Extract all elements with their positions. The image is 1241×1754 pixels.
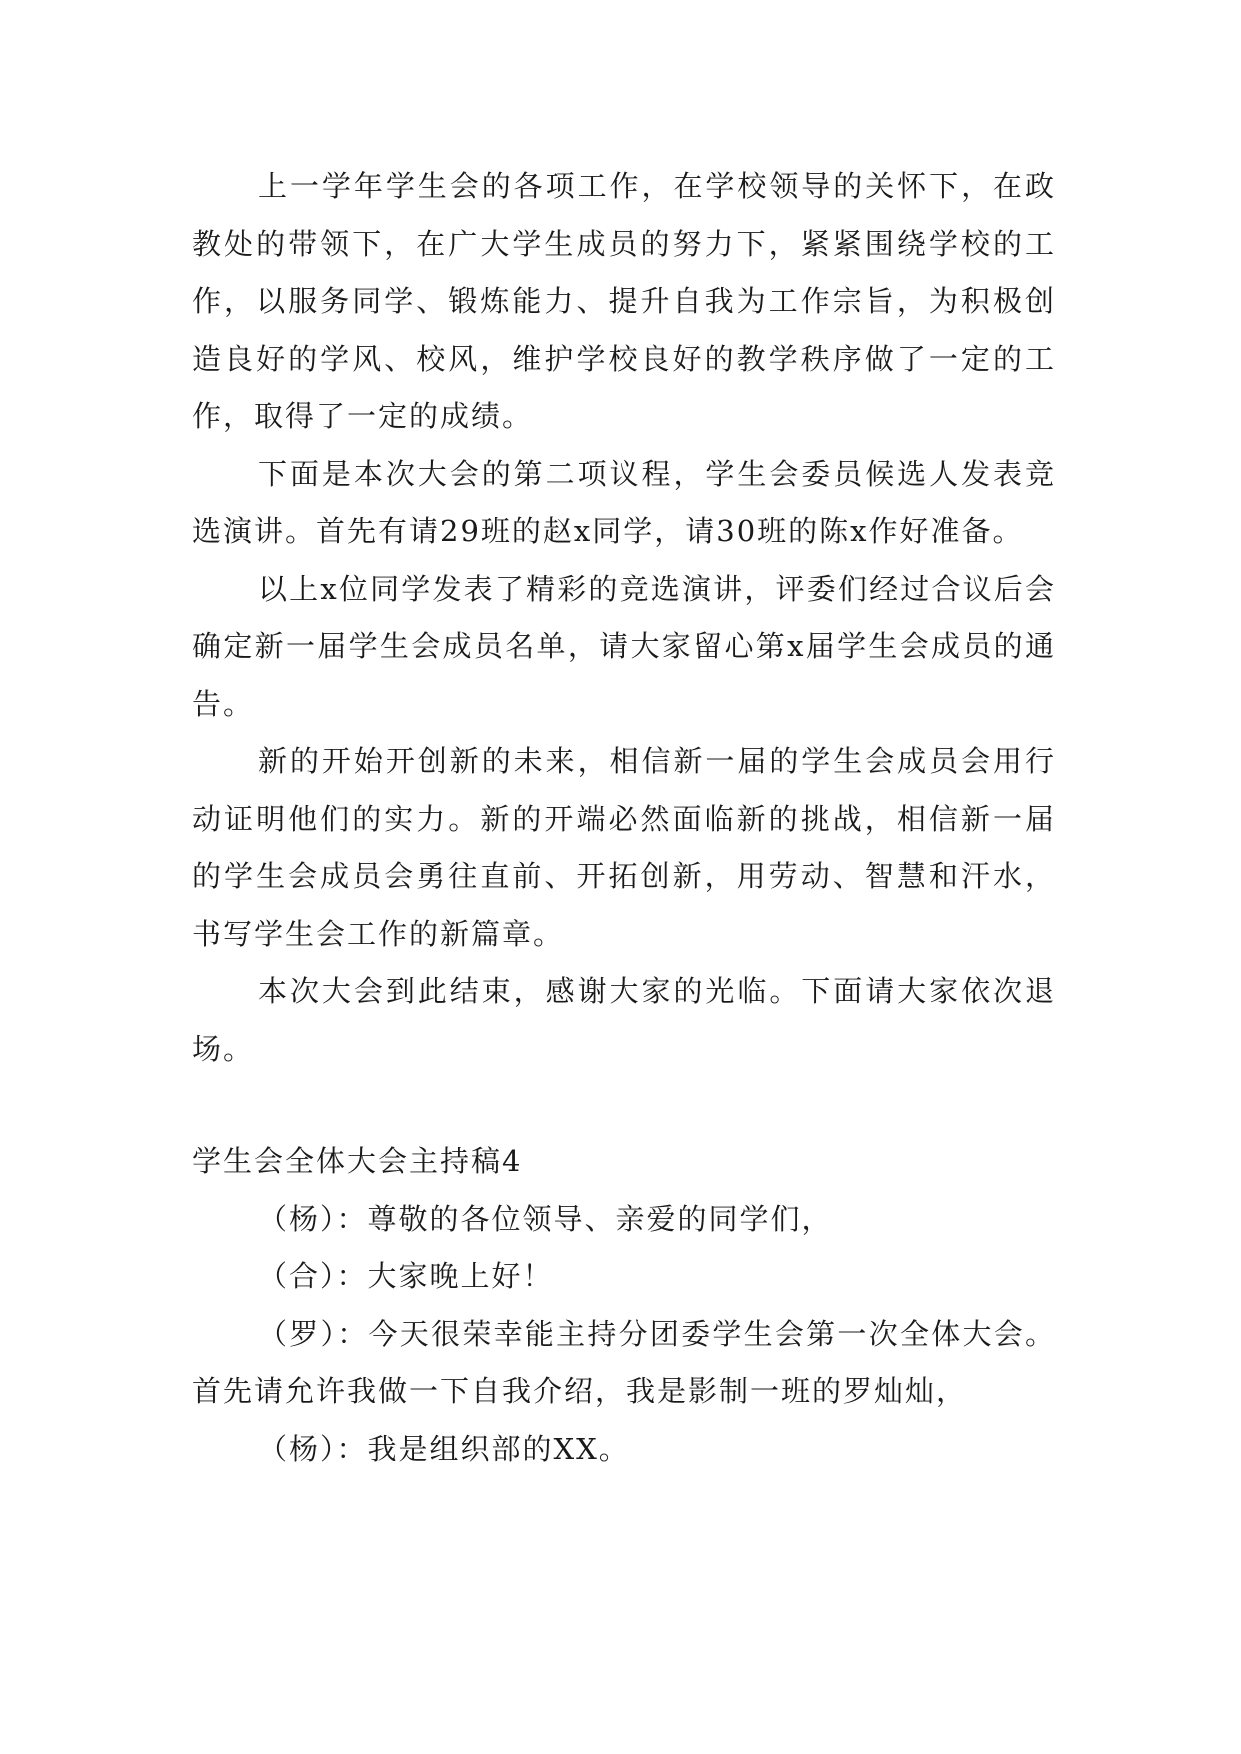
dialogue-line: （杨）：尊敬的各位领导、亲爱的同学们， <box>258 1201 833 1236</box>
paragraph-election-speech: 下面是本次大会的第二项议程，学生会委员候选人发表竞选演讲。首先有请29班的赵x同学，请30班的陈x作好准备。 <box>192 456 1056 548</box>
document-page <box>192 158 1056 1478</box>
section-title: 学生会全体大会主持稿4 <box>192 1144 523 1178</box>
paragraph-closing: 本次大会到此结束，感谢大家的光临。下面请大家依次退场。 <box>192 974 1056 1066</box>
dialogue-line: （合）：大家晚上好！ <box>258 1259 554 1293</box>
dialogue-line: （罗）：今天很荣幸能主持分团委学生会第一次全体大会。首先请允许我做一下自我介绍，我是影制一班的罗灿灿， <box>192 1316 1056 1408</box>
paragraph-work-summary: 上一学年学生会的各项工作，在学校领导的关怀下，在政教处的带领下，在广大学生成员的努力下，紧紧围绕学校的工作，以服务同学、锻炼能力、提升自我为工作宗旨，为积极创造良好的学风、校风，维护学校良好的教学秩序做了一定的工作，取得了一定的成绩。 <box>192 169 1056 433</box>
paragraph-new-beginning: 新的开始开创新的未来，相信新一届的学生会成员会用行动证明他们的实力。新的开端必然面临新的挑战，相信新一届的学生会成员会勇往直前、开拓创新，用劳动、智慧和汗水，书写学生会工作的新篇章。 <box>192 744 1056 951</box>
dialogue-line: （杨）：我是组织部的XX。 <box>258 1431 630 1466</box>
paragraph-review-result: 以上x位同学发表了精彩的竞选演讲，评委们经过合议后会确定新一届学生会成员名单，请大家留心第x届学生会成员的通告。 <box>192 571 1056 721</box>
